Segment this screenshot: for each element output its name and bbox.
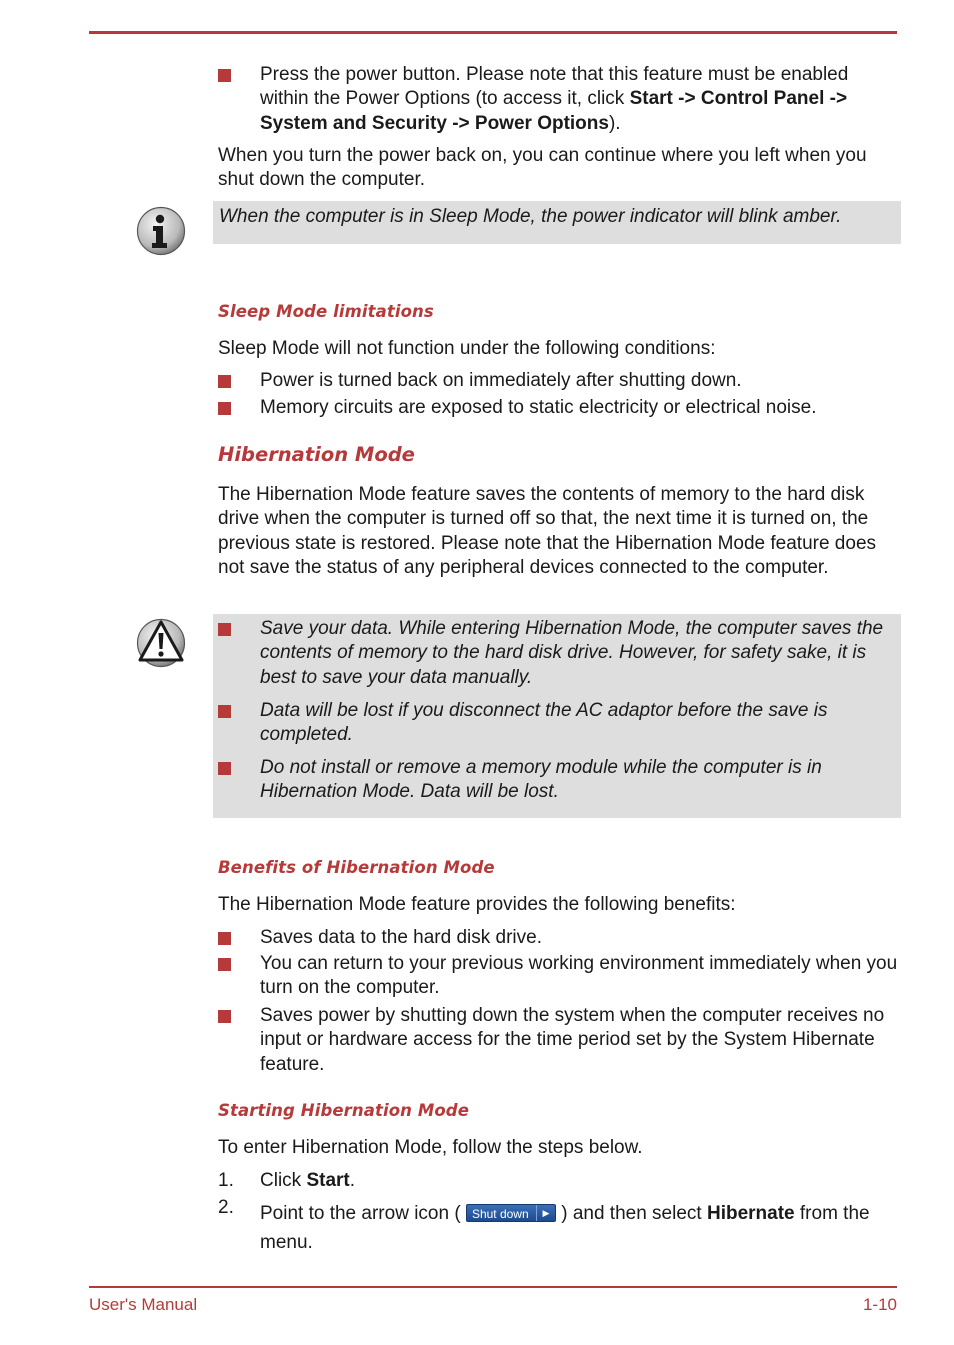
bullet-text: You can return to your previous working environment immediately when you turn on the computer. (260, 953, 898, 999)
step-text: Click Start. (260, 1170, 356, 1191)
paragraph: To enter Hibernation Mode, follow the steps below. (218, 1137, 643, 1158)
bullet-marker (218, 762, 231, 775)
bullet-marker (218, 958, 231, 971)
header-rule (89, 31, 897, 34)
bullet-marker (218, 623, 231, 636)
paragraph: Sleep Mode will not function under the following conditions: (218, 338, 716, 359)
paragraph: When you turn the power back on, you can continue where you left when you shut down the computer. (218, 145, 867, 191)
bullet-text: Saves power by shutting down the system when the computer receives no input or hardware access for the time period set by the System Hibernate feature. (260, 1005, 885, 1075)
bullet-marker (218, 932, 231, 945)
bullet-text: Power is turned back on immediately after shutting down. (260, 370, 742, 391)
paragraph: The Hibernation Mode feature provides the following benefits: (218, 894, 736, 915)
bullet-text: Save your data. While entering Hibernation Mode, the computer saves the contents of memory to the hard disk drive. However, for safety sake, it is best to save your data manually. (260, 618, 884, 688)
info-icon (136, 206, 186, 256)
bullet-text: Do not install or remove a memory module while the computer is in Hibernation Mode. Data will be lost. (260, 757, 822, 803)
section-heading: Benefits of Hibernation Mode (218, 858, 495, 877)
arrow-right-icon: ▶ (536, 1205, 555, 1221)
step-text: Point to the arrow icon ( Shut down ▶ ) and then select Hibernate from the menu. (260, 1203, 870, 1253)
paragraph: The Hibernation Mode feature saves the contents of memory to the hard disk drive when the computer is turned off so that, the next time it is turned on, the previous state is restored. Please note that the Hibernation Mode feature does not save the status of any peripheral devices connected to the computer. (218, 484, 877, 579)
shut-down-button: Shut down ▶ (466, 1204, 556, 1222)
page-number: 1-10 (862, 1295, 897, 1314)
bullet-marker (218, 1010, 231, 1023)
note-text: When the computer is in Sleep Mode, the power indicator will blink amber. (219, 206, 842, 227)
bullet-text: Press the power button. Please note that this feature must be enabled within the Power Options (to access it, click Start -> Control Panel -> System and Security -> Power Options). (260, 64, 849, 134)
section-heading: Hibernation Mode (218, 443, 415, 466)
step-number: 1. (218, 1170, 234, 1191)
bullet-marker (218, 69, 231, 82)
note-box (213, 201, 901, 244)
step-number: 2. (218, 1197, 234, 1218)
bullet-marker (218, 375, 231, 388)
section-heading: Starting Hibernation Mode (218, 1101, 469, 1120)
bullet-text: Memory circuits are exposed to static electricity or electrical noise. (260, 397, 817, 418)
footer-title: User's Manual (89, 1295, 198, 1314)
warning-icon (136, 616, 186, 668)
bullet-marker (218, 705, 231, 718)
bullet-text: Saves data to the hard disk drive. (260, 927, 542, 948)
bullet-marker (218, 402, 231, 415)
footer-rule (89, 1286, 897, 1288)
section-heading: Sleep Mode limitations (218, 302, 434, 321)
bullet-text: Data will be lost if you disconnect the AC adaptor before the save is completed. (260, 700, 828, 746)
